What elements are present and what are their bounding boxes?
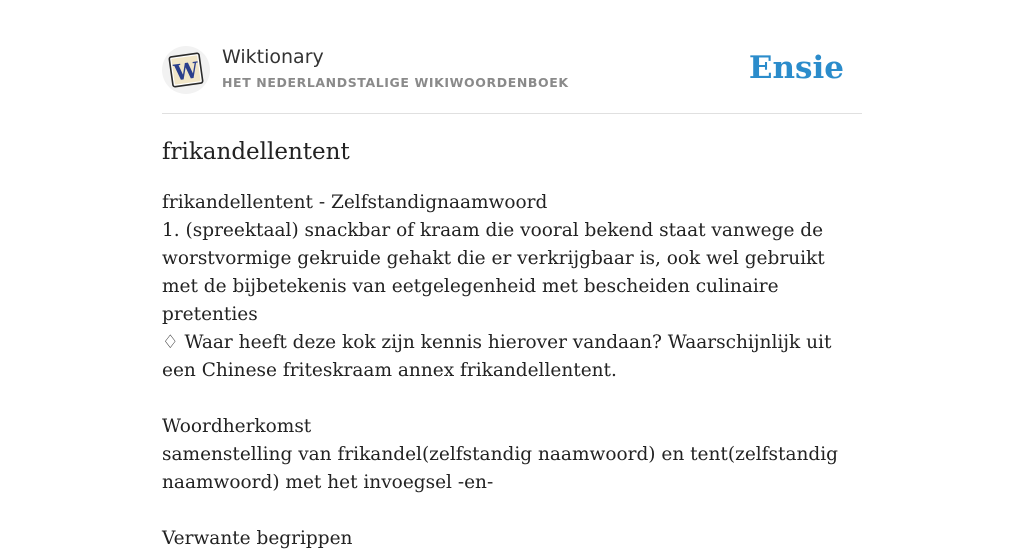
wiktionary-logo-icon[interactable] — [162, 46, 210, 94]
entry-content — [162, 136, 852, 553]
svg-text:W: W — [172, 57, 201, 87]
ensie-brand-logo[interactable]: Ensie — [748, 50, 844, 86]
etymology-text: samenstelling van frikandel(zelfstandig naamwoord) en tent(zelfstandig naamwoord) met het invoegsel -en- — [162, 444, 839, 493]
entry-title: frikandellentent — [162, 139, 350, 165]
site-name[interactable]: Wiktionary — [222, 46, 324, 68]
etymology-heading: Woordherkomst — [162, 416, 312, 437]
entry-body — [162, 189, 852, 553]
example-sentence: ♢ Waar heeft deze kok zijn kennis hierover vandaan? Waarschijnlijk uit een Chinese friteskraam annex frikandellentent. — [162, 332, 832, 381]
related-terms-heading: Verwante begrippen — [162, 528, 353, 549]
spacer — [162, 385, 852, 413]
spacer — [162, 497, 852, 525]
definition: 1. (spreektaal) snackbar of kraam die vooral bekend staat vanwege de worstvormige gekruide gehakt die er verkrijgbaar is, ook wel gebruikt met de bijbetekenis van eetgelegenheid met bescheiden culinaire pretenties — [162, 220, 825, 325]
header-divider — [162, 113, 862, 114]
site-tagline: HET NEDERLANDSTALIGE WIKIWOORDENBOEK — [222, 75, 569, 90]
word-class-line: frikandellentent - Zelfstandignaamwoord — [162, 192, 548, 213]
site-header — [162, 44, 862, 96]
